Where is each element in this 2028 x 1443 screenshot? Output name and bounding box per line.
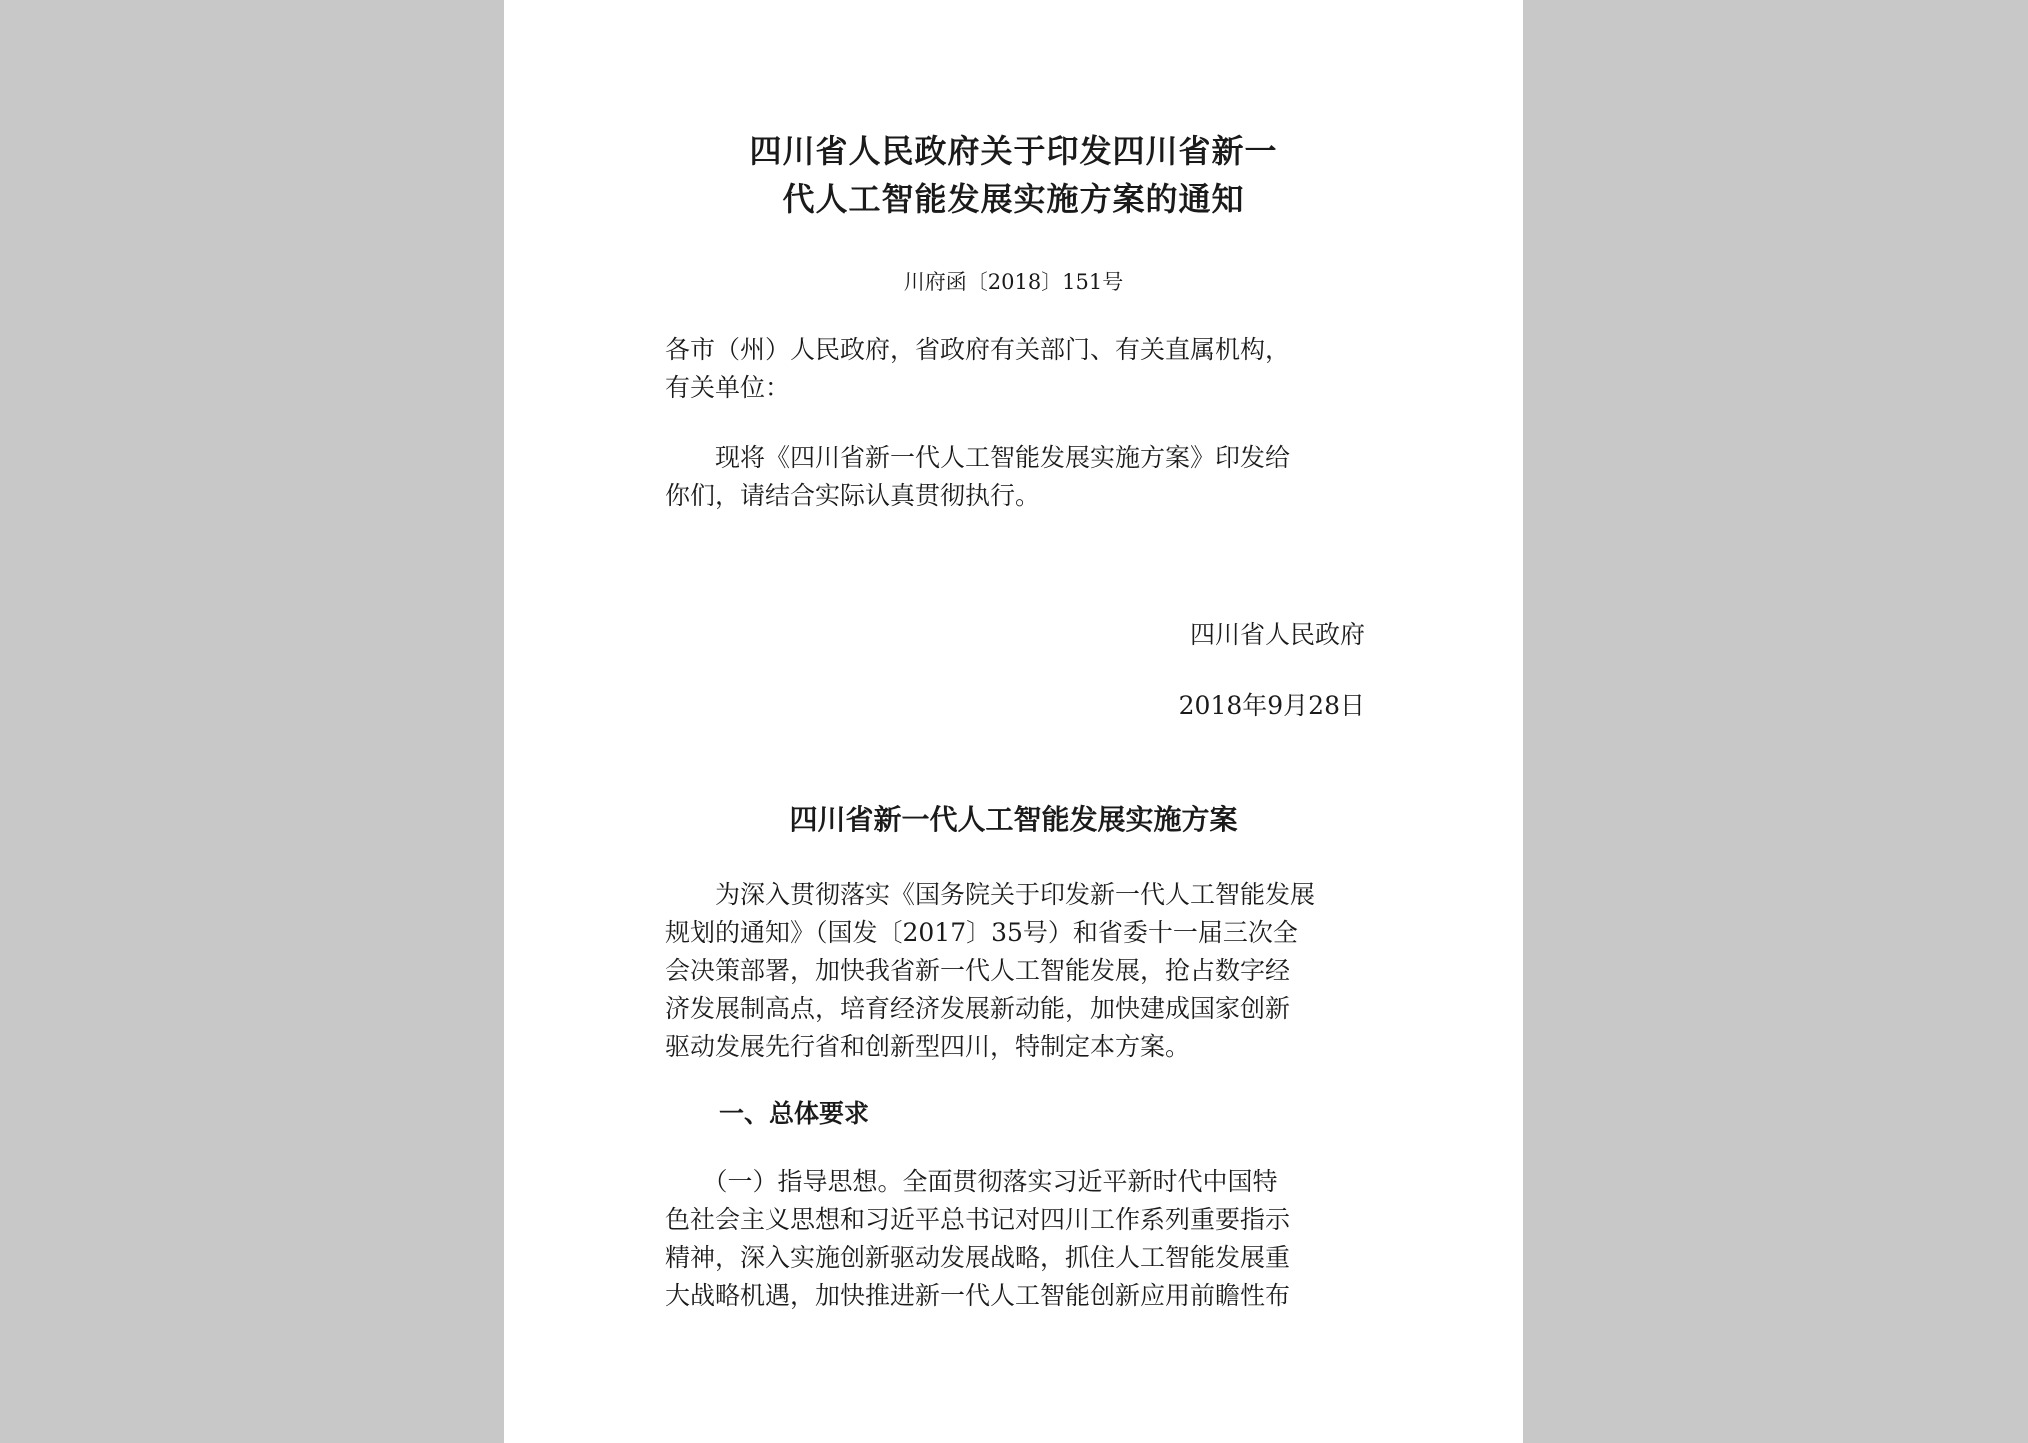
document-number: 川府函〔2018〕151号 [903,270,1124,294]
addressee-line-2: 有关单位： [665,373,791,402]
guiding-line: 大战略机遇，加快推进新一代人工智能创新应用前瞻性布 [665,1281,1291,1310]
notice-title-line-1: 四川省人民政府关于印发四川省新一 [749,132,1278,170]
plan-intro-line: 会决策部署，加快我省新一代人工智能发展，抢占数字经 [665,956,1291,985]
plan-intro-line: 为深入贯彻落实《国务院关于印发新一代人工智能发展 [665,880,1316,909]
document-page [504,0,1523,1443]
plan-intro-line: 济发展制高点，培育经济发展新动能，加快建成国家创新 [665,994,1291,1023]
notice-body-line-2: 你们，请结合实际认真贯彻执行。 [665,481,1041,510]
plan-title: 四川省新一代人工智能发展实施方案 [789,803,1238,836]
notice-body-line-1: 现将《四川省新一代人工智能发展实施方案》印发给 [665,443,1291,472]
addressee-line-1: 各市（州）人民政府，省政府有关部门、有关直属机构， [665,335,1291,364]
notice-title-line-2: 代人工智能发展实施方案的通知 [782,180,1245,218]
section-heading: 一、总体要求 [719,1099,870,1128]
signature: 四川省人民政府 [1189,620,1365,649]
plan-intro-line: 规划的通知》（国发〔2017〕35号）和省委十一届三次全 [665,918,1298,947]
guiding-line: （一）指导思想。全面贯彻落实习近平新时代中国特 [665,1167,1278,1196]
guiding-line: 精神，深入实施创新驱动发展战略，抓住人工智能发展重 [665,1243,1291,1272]
notice-date: 2018年9月28日 [1178,691,1365,720]
plan-intro-line: 驱动发展先行省和创新型四川，特制定本方案。 [665,1032,1191,1061]
guiding-line: 色社会主义思想和习近平总书记对四川工作系列重要指示 [665,1205,1291,1234]
